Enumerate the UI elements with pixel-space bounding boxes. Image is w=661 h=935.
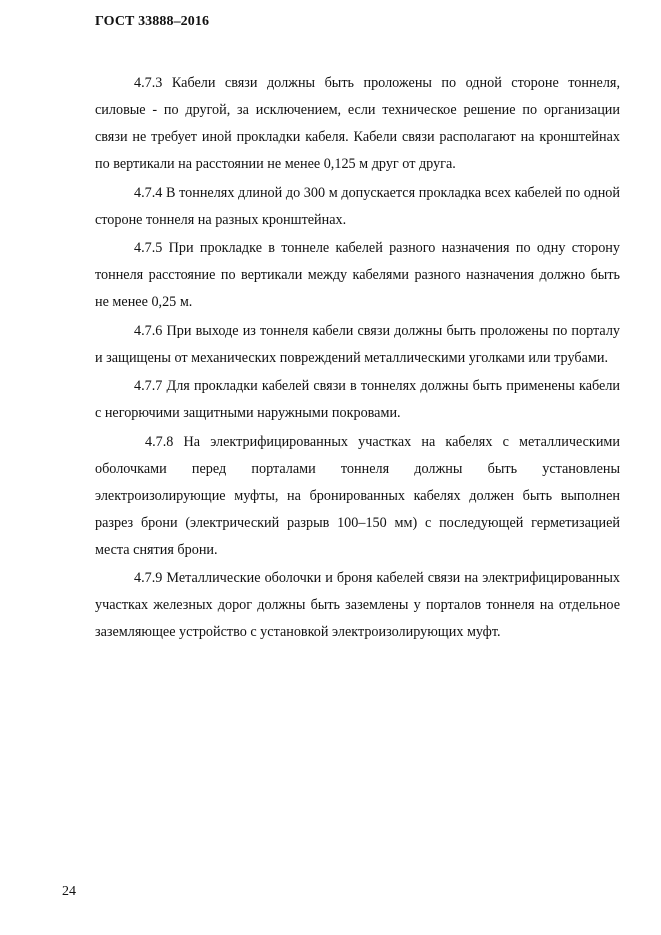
page-number: 24 xyxy=(62,884,76,899)
paragraph-4-7-7: 4.7.7 Для прокладки кабелей связи в тоннелях должны быть применены кабели с негорючими защитными наружными покровами. xyxy=(95,378,620,421)
paragraph-4-7-9: 4.7.9 Металлические оболочки и броня кабелей связи на электрифицированных участках железных дорог должны быть заземлены у порталов тоннеля на отдельное заземляющее устройство с установкой электроизолирующих муфт. xyxy=(95,570,620,640)
paragraph-4-7-3: 4.7.3 Кабели связи должны быть проложены по одной стороне тоннеля, силовые - по другой, за исключением, если техническое решение по организации связи не требует иной прокладки кабеля. Кабели связи располагают на кронштейнах по вертикали на расстоянии не менее 0,125 м друг от друга. xyxy=(95,75,620,172)
paragraph-4-7-8: 4.7.8 На электрифицированных участках на кабелях с металлическими оболочками перед порталами тоннеля должны быть установлены электроизолирующие муфты, на бронированных кабелях должен быть выполнен разрез брони (электрический разрыв 100–150 мм) с последующей герметизацией места снятия брони. xyxy=(95,433,620,558)
document-body xyxy=(95,70,620,648)
paragraph-4-7-4: 4.7.4 В тоннелях длиной до 300 м допускается прокладка всех кабелей по одной стороне тоннеля на разных кронштейнах. xyxy=(95,184,620,228)
paragraph-4-7-5: 4.7.5 При прокладке в тоннеле кабелей разного назначения по одну сторону тоннеля расстояние по вертикали между кабелями разного назначения должно быть не менее 0,25 м. xyxy=(95,240,620,310)
document-header: ГОСТ 33888–2016 xyxy=(95,14,210,29)
paragraph-4-7-6: 4.7.6 При выходе из тоннеля кабели связи должны быть проложены по порталу и защищены от механических повреждений металлическими уголками или трубами. xyxy=(95,322,620,366)
